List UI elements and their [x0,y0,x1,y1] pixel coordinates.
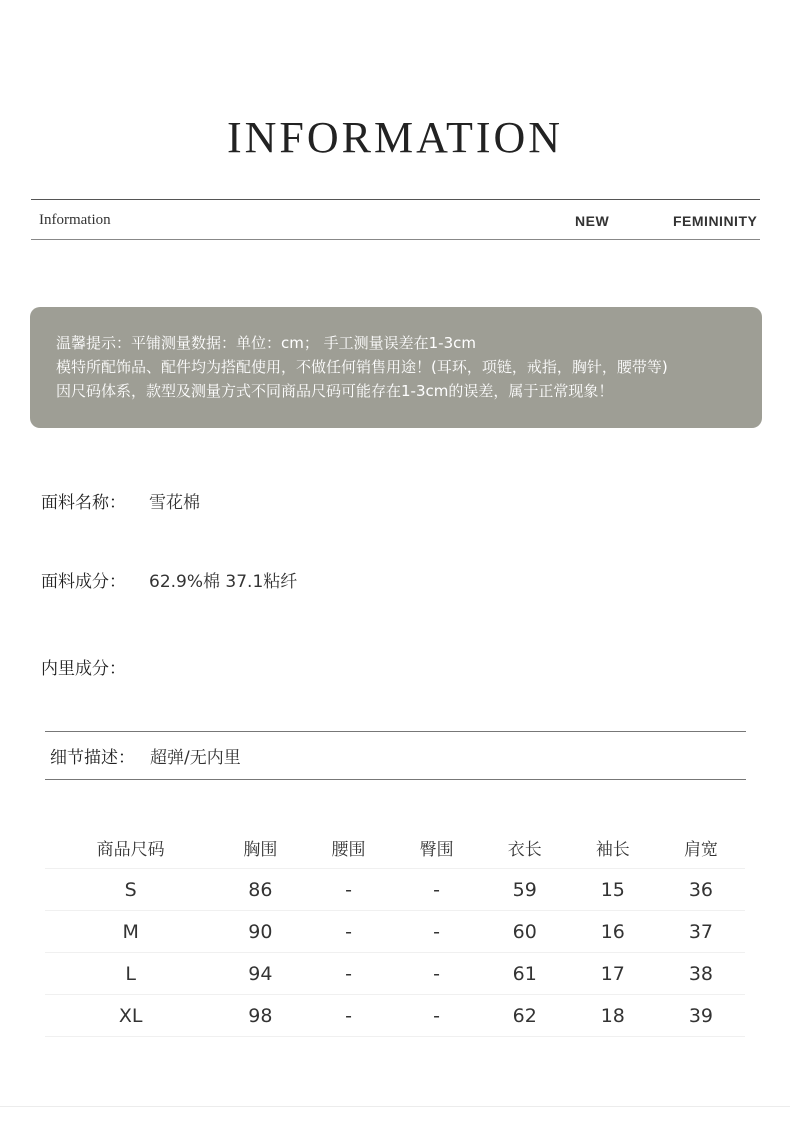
table-cell: L [45,953,216,995]
bottom-divider [0,1106,790,1107]
table-cell: - [304,911,392,953]
table-cell: 61 [481,953,569,995]
header-bottom-divider [31,239,760,240]
table-row [45,869,745,911]
column-header: 商品尺码 [45,826,216,869]
table-cell: - [393,869,481,911]
bar-label-new: NEW [575,213,610,229]
field-label: 内里成分： [41,659,126,679]
page-title: INFORMATION [226,113,564,162]
field-lining [41,654,149,679]
header-top-divider [31,199,760,200]
table-cell: - [393,995,481,1037]
table-cell: 86 [216,869,304,911]
table-row [45,911,745,953]
bar-label-information: Information [39,212,111,228]
table-cell: - [304,953,392,995]
table-cell: 38 [657,953,745,995]
table-cell: XL [45,995,216,1037]
table-cell: 90 [216,911,304,953]
bar-label-femininity: FEMININITY [673,213,758,229]
column-header: 胸围 [216,826,304,869]
table-row [45,953,745,995]
table-cell: 59 [481,869,569,911]
table-cell: S [45,869,216,911]
table-header-row [45,826,745,869]
field-value: 超弹/无内里 [150,748,241,768]
table-cell: 18 [569,995,657,1037]
field-fabric-composition [41,567,297,592]
field-fabric-name [41,488,200,513]
column-header: 袖长 [569,826,657,869]
field-details [50,743,241,768]
field-label: 面料成分： [41,572,126,592]
notice-line: 模特所配饰品、配件均为搭配使用，不做任何销售用途！(耳环，项链，戒指，胸针，腰带等) [56,358,668,376]
size-table [45,826,745,1037]
notice-box [30,307,762,428]
notice-line: 温馨提示：平铺测量数据：单位：cm； 手工测量误差在1-3cm [56,334,476,352]
table-cell: 16 [569,911,657,953]
column-header: 肩宽 [657,826,745,869]
field-label: 细节描述： [50,748,135,768]
table-cell: - [393,953,481,995]
field-value: 62.9%棉 37.1粘纤 [149,572,298,592]
field-label: 面料名称： [41,493,126,513]
table-cell: 17 [569,953,657,995]
field-value: 雪花棉 [149,493,200,513]
table-cell: - [304,869,392,911]
table-cell: 36 [657,869,745,911]
table-cell: 15 [569,869,657,911]
table-cell: 37 [657,911,745,953]
notice-line: 因尺码体系，款型及测量方式不同商品尺码可能存在1-3cm的误差，属于正常现象！ [56,382,614,400]
table-cell: 60 [481,911,569,953]
table-cell: - [393,911,481,953]
details-bottom-divider [45,779,746,780]
column-header: 腰围 [304,826,392,869]
details-top-divider [45,731,746,732]
table-cell: M [45,911,216,953]
table-cell: 94 [216,953,304,995]
table-cell: 62 [481,995,569,1037]
table-cell: - [304,995,392,1037]
table-cell: 98 [216,995,304,1037]
column-header: 衣长 [481,826,569,869]
column-header: 臀围 [393,826,481,869]
table-cell: 39 [657,995,745,1037]
table-row [45,995,745,1037]
